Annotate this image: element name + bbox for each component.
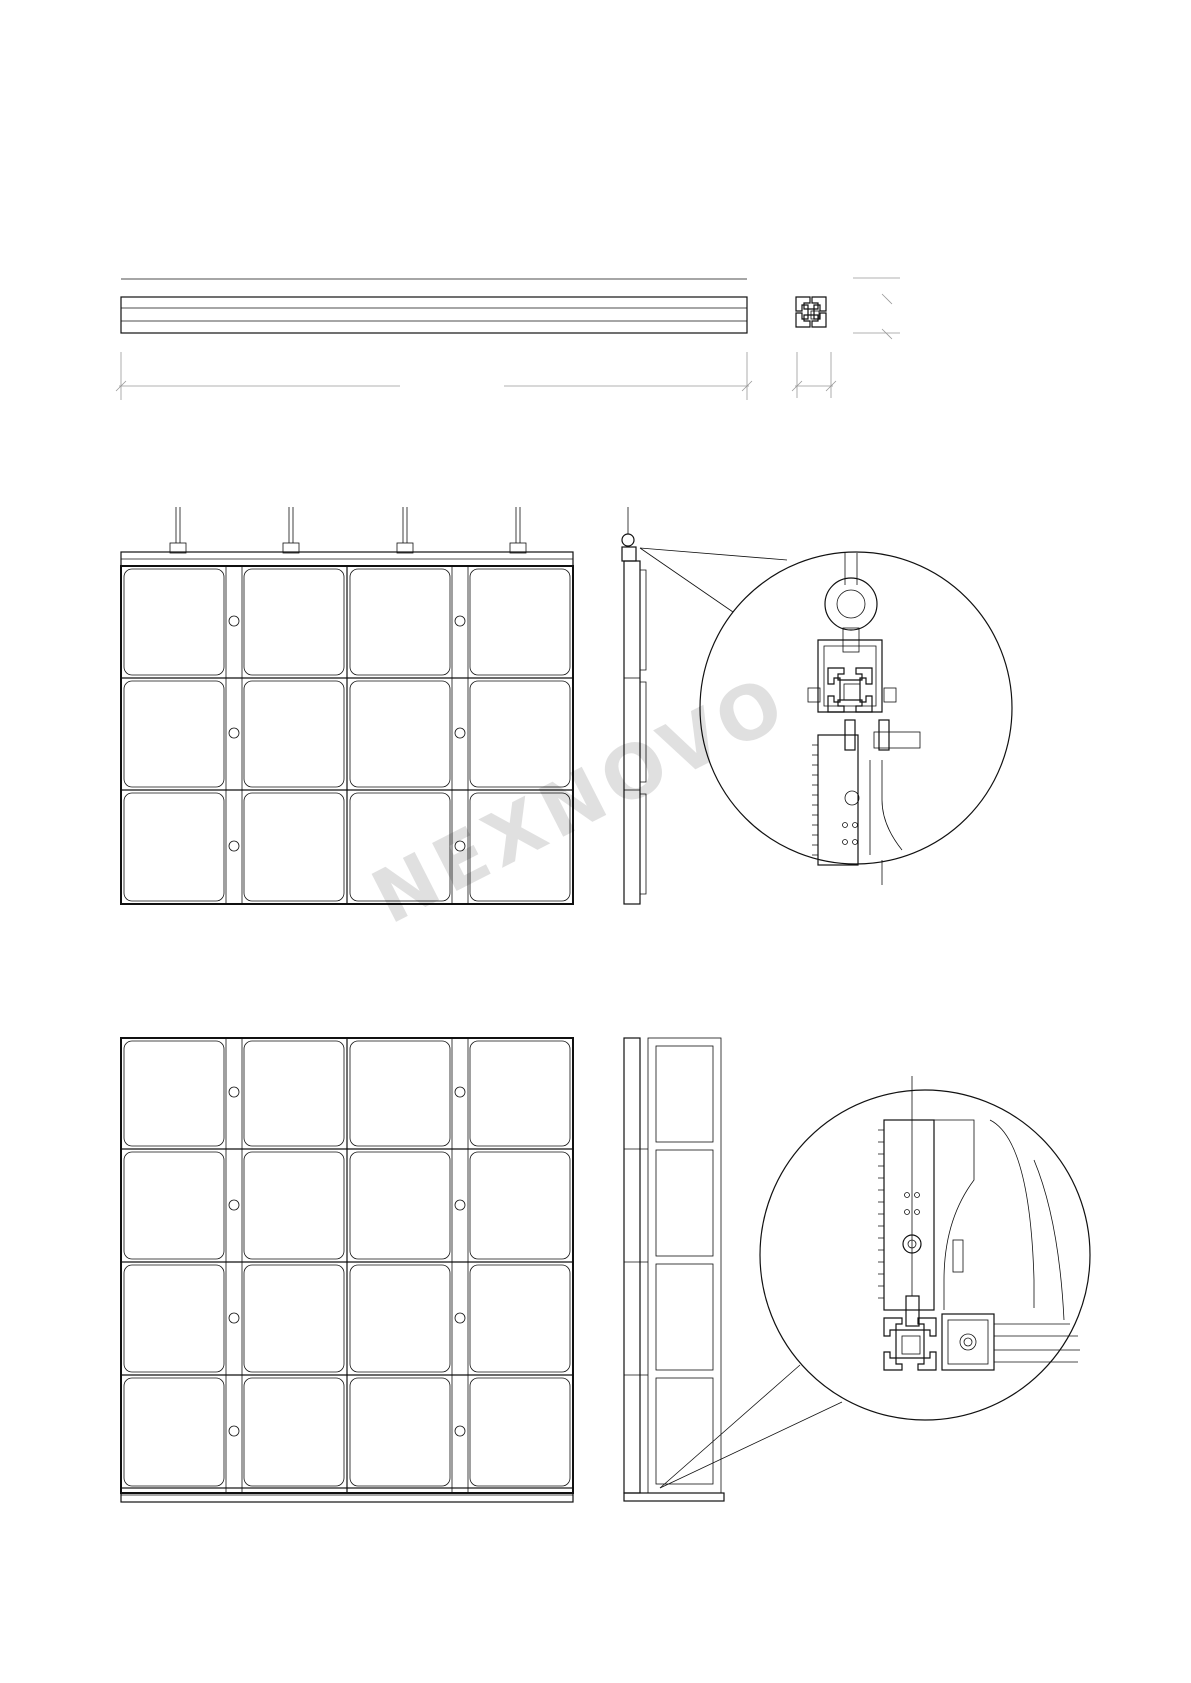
hanging-rods bbox=[170, 507, 526, 553]
hanging-side-view bbox=[622, 507, 646, 904]
stacking-side-view bbox=[624, 1038, 724, 1501]
length-dimension bbox=[116, 352, 752, 400]
profile-bar-view bbox=[116, 279, 752, 400]
profile-cross-section bbox=[792, 278, 900, 398]
stacking-front-view bbox=[121, 1038, 573, 1502]
watermark-text: NEXNOVO bbox=[359, 658, 803, 942]
detail-callout-bottom bbox=[660, 1076, 1090, 1488]
